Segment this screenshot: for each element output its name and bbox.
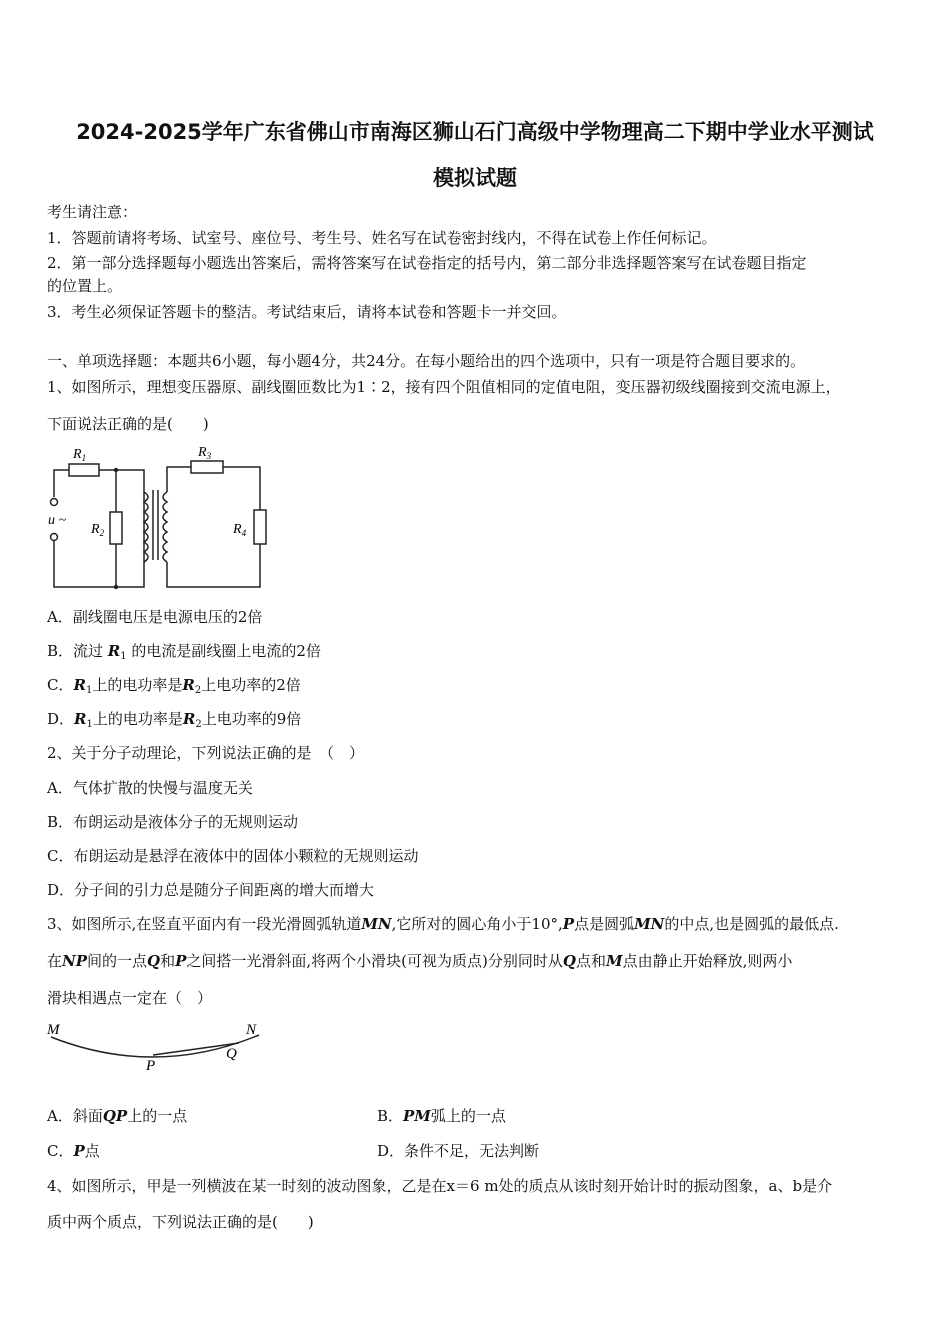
q3-option-c: C．P点 bbox=[47, 1142, 100, 1160]
notice-item: 1．答题前请将考场、试室号、座位号、考生号、姓名写在试卷密封线内，不得在试卷上作任何标记。 bbox=[47, 229, 717, 247]
arc-track-figure bbox=[45, 1018, 270, 1076]
notice-item: 的位置上。 bbox=[47, 277, 123, 295]
question-3-stem: 3、如图所示,在竖直平面内有一段光滑圆弧轨道MN,它所对的圆心角小于10°,P点是圆弧MN的中点,也是圆弧的最低点. bbox=[47, 915, 839, 933]
exam-title-line1: 2024-2025学年广东省佛山市南海区狮山石门高级中学物理高二下期中学业水平测试 bbox=[76, 120, 874, 144]
notice-item: 2．第一部分选择题每小题选出答案后，需将答案写在试卷指定的括号内，第二部分非选择题答案写在试卷题目指定 bbox=[47, 254, 807, 272]
q2-option-c: C．布朗运动是悬浮在液体中的固体小颗粒的无规则运动 bbox=[47, 847, 419, 865]
label-n: N bbox=[246, 1022, 257, 1038]
label-r2: $R_2$ bbox=[91, 522, 105, 538]
q1-option-a: A．副线圈电压是电源电压的2倍 bbox=[47, 608, 263, 626]
q2-option-b: B．布朗运动是液体分子的无规则运动 bbox=[47, 813, 299, 831]
resistor-r1 bbox=[69, 464, 99, 476]
exam-title-line2: 模拟试题 bbox=[433, 166, 517, 190]
question-2-stem: 2、关于分子动理论，下列说法正确的是 （ ） bbox=[47, 744, 365, 762]
q3-option-d: D．条件不足，无法判断 bbox=[377, 1142, 540, 1160]
label-r1: $R_1$ bbox=[73, 447, 87, 463]
q2-option-d: D．分子间的引力总是随分子间距离的增大而增大 bbox=[47, 881, 375, 899]
label-m: M bbox=[47, 1022, 60, 1038]
q3-option-a: A．斜面QP上的一点 bbox=[47, 1107, 188, 1125]
label-r3: $R_3$ bbox=[198, 445, 212, 461]
question-3-stem-end: 滑块相遇点一定在（ ） bbox=[47, 989, 213, 1007]
q3-option-b: B．PM弧上的一点 bbox=[377, 1107, 506, 1125]
q1-option-b: B．流过 $R_1$ 的电流是副线圈上电流的2倍 bbox=[47, 642, 321, 662]
label-source: u ~ bbox=[48, 513, 67, 528]
q1-option-d: D．$R_1$上的电功率是$R_2$上电功率的9倍 bbox=[47, 710, 302, 730]
q1-option-c: C．$R_1$上的电功率是$R_2$上电功率的2倍 bbox=[47, 676, 301, 696]
resistor-r4 bbox=[254, 510, 266, 544]
question-1-stem-cont: 下面说法正确的是( ) bbox=[47, 415, 209, 433]
section-heading: 一、单项选择题：本题共6小题，每小题4分，共24分。在每小题给出的四个选项中，只有一项是符合题目要求的。 bbox=[47, 352, 806, 370]
q2-option-a: A．气体扩散的快慢与温度无关 bbox=[47, 779, 253, 797]
question-1-stem: 1、如图所示，理想变压器原、副线圈匝数比为1∶2，接有四个阻值相同的定值电阻，变压器初级线圈接到交流电源上， bbox=[47, 378, 841, 396]
notice-heading: 考生请注意： bbox=[47, 203, 138, 221]
notice-item: 3．考生必须保证答题卡的整洁。考试结束后，请将本试卷和答题卡一并交回。 bbox=[47, 303, 567, 321]
label-p: P bbox=[146, 1058, 156, 1074]
label-r4: $R_4$ bbox=[233, 522, 247, 538]
transformer-circuit-figure bbox=[45, 442, 270, 592]
resistor-r3 bbox=[191, 461, 223, 473]
label-q: Q bbox=[226, 1046, 237, 1062]
question-4-stem-cont: 质中两个质点，下列说法正确的是( ) bbox=[47, 1213, 314, 1231]
resistor-r2 bbox=[110, 512, 122, 544]
question-3-stem-cont: 在NP间的一点Q和P之间搭一光滑斜面,将两个小滑块(可视为质点)分别同时从Q点和M点由静止开始释放,则两小 bbox=[47, 952, 793, 970]
question-4-stem: 4、如图所示，甲是一列横波在某一时刻的波动图象，乙是在x＝6 m处的质点从该时刻开始计时的振动图象，a、b是介 bbox=[47, 1177, 833, 1195]
